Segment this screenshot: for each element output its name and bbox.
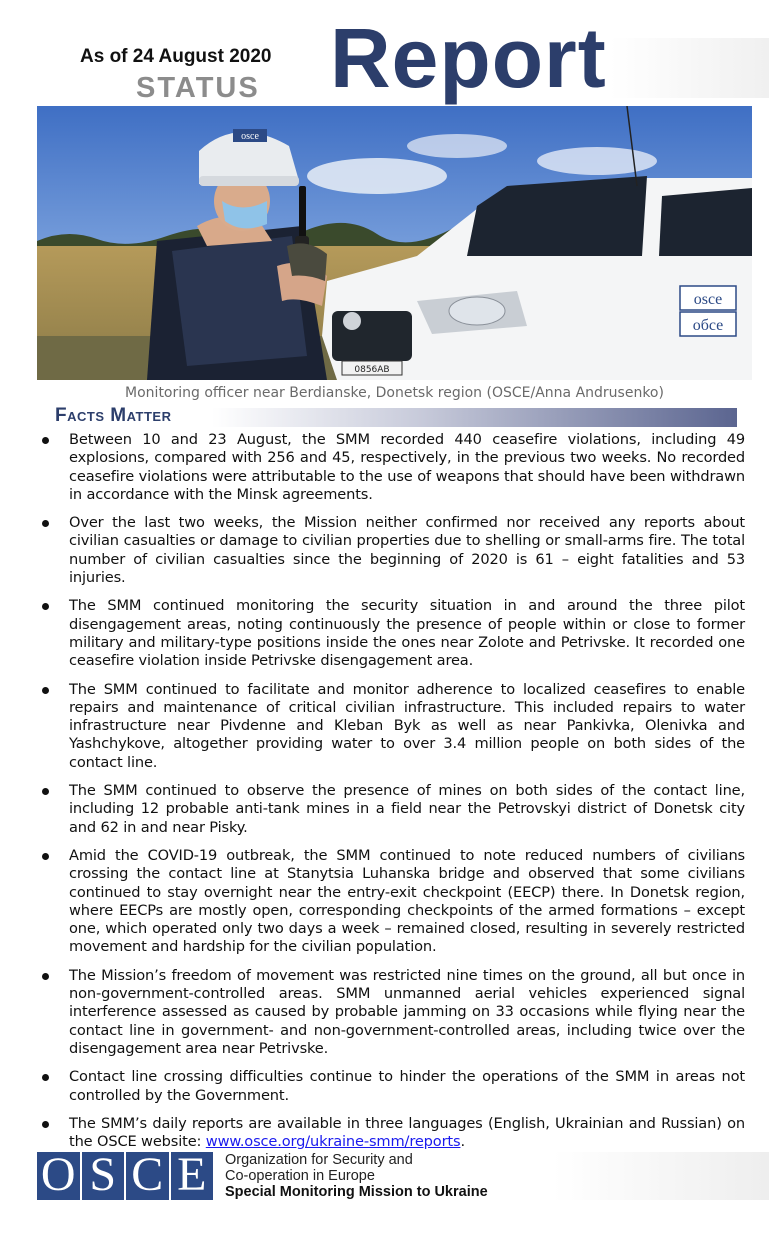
bullet-icon — [42, 520, 49, 527]
list-item: The SMM continued to facilitate and monitor adherence to localized ceasefires to enable repairs and maintenance of critical civilian infrastructure. This included repairs to water infrastructure near Pivdenne and Kleban Byk as well as near Pankivka, Olenivka and Yashchykove, altogether providing water to over 3.4 million people on both sides of the contact line. — [37, 681, 745, 772]
list-item: The SMM continued to observe the presence of mines on both sides of the contact line, including 12 probable anti-tank mines in a field near the Petrovskyi district of Donetsk city and 62 in and near Pisky. — [37, 782, 745, 837]
bullet-icon — [42, 973, 49, 980]
organization-name — [225, 1152, 488, 1200]
org-line-1: Organization for Security and — [225, 1152, 413, 1168]
reports-link[interactable]: www.osce.org/ukraine-smm/reports — [205, 1133, 461, 1151]
list-item: The SMM continued monitoring the security situation in and around the three pilot disengagement areas, noting continuously the presence of people within or close to former military and military-type positions inside the ones near Zolote and Petrivske. It recorded one ceasefire violation inside Petrivske disengagement area. — [37, 597, 745, 670]
bullet-icon — [42, 437, 49, 444]
logo-letter: O — [37, 1152, 80, 1200]
logo-letter: S — [82, 1152, 125, 1200]
list-item: Between 10 and 23 August, the SMM recorded 440 ceasefire violations, including 49 explosions, compared with 256 and 45, respectively, in the previous two weeks. No recorded ceasefire violations were attributable to the use of weapons that should have been withdrawn in accordance with the Minsk agreements. — [37, 431, 745, 504]
bullet-icon — [42, 603, 49, 610]
bullet-icon — [42, 1121, 49, 1128]
bullet-icon — [42, 687, 49, 694]
osce-logo — [37, 1148, 215, 1201]
bullet-icon — [42, 853, 49, 860]
list-item-reports: The SMM’s daily reports are available in three languages (English, Ukrainian and Russian) on the OSCE website: www.osce.org/ukraine-smm/reports. — [37, 1115, 745, 1152]
facts-list — [37, 431, 745, 1161]
footer — [37, 1148, 769, 1201]
logo-letter: C — [126, 1152, 169, 1200]
bullet-icon — [42, 788, 49, 795]
car-logo-top: osce — [693, 291, 723, 308]
as-of-date: As of 24 August 2020 — [80, 46, 272, 67]
car-logo-bottom: обсе — [692, 317, 724, 334]
org-line-2: Co-operation in Europe — [225, 1168, 375, 1184]
bullet-icon — [42, 1074, 49, 1081]
license-plate: 0856AB — [354, 365, 390, 375]
list-item: Amid the COVID-19 outbreak, the SMM continued to note reduced numbers of civilians crossing the contact line at Stanytsia Luhanska bridge and observed that some civilians continued to stay overnight near the entry-exit checkpoint (EECP) there. In Donetsk region, where EECPs are mostly open, corresponding checkpoints of the armed formations – except one, which operated only two days a week – remained closed, resulting in severely restricted movement and hardship for the civilian population. — [37, 847, 745, 957]
monitoring-officer-photo — [37, 106, 752, 380]
org-line-3: Special Monitoring Mission to Ukraine — [225, 1184, 488, 1200]
list-item: The Mission’s freedom of movement was restricted nine times on the ground, all but once in non-government-controlled areas. SMM unmanned aerial vehicles experienced signal interference assessed as caused by probable jamming on 33 occasions while flying near the contact line in government- and non-government-controlled areas, including twice over the disengagement area near Petrivske. — [37, 967, 745, 1058]
header-fade — [610, 38, 769, 98]
logo-letter: E — [171, 1152, 214, 1200]
list-item: Contact line crossing difficulties continue to hinder the operations of the SMM in areas not controlled by the Government. — [37, 1068, 745, 1105]
report-title: Report — [330, 11, 607, 105]
list-item: Over the last two weeks, the Mission neither confirmed nor received any reports about civilian casualties or damage to civilian properties due to shelling or small-arms fire. The total number of civilian casualties since the beginning of 2020 is 61 – eight fatalities and 53 injuries. — [37, 514, 745, 587]
photo-caption: Monitoring officer near Berdianske, Donetsk region (OSCE/Anna Andrusenko) — [125, 385, 664, 401]
facts-matter-heading: Facts Matter — [55, 405, 172, 426]
helmet-logo-text: osce — [241, 131, 259, 142]
status-label: STATUS — [136, 72, 260, 104]
